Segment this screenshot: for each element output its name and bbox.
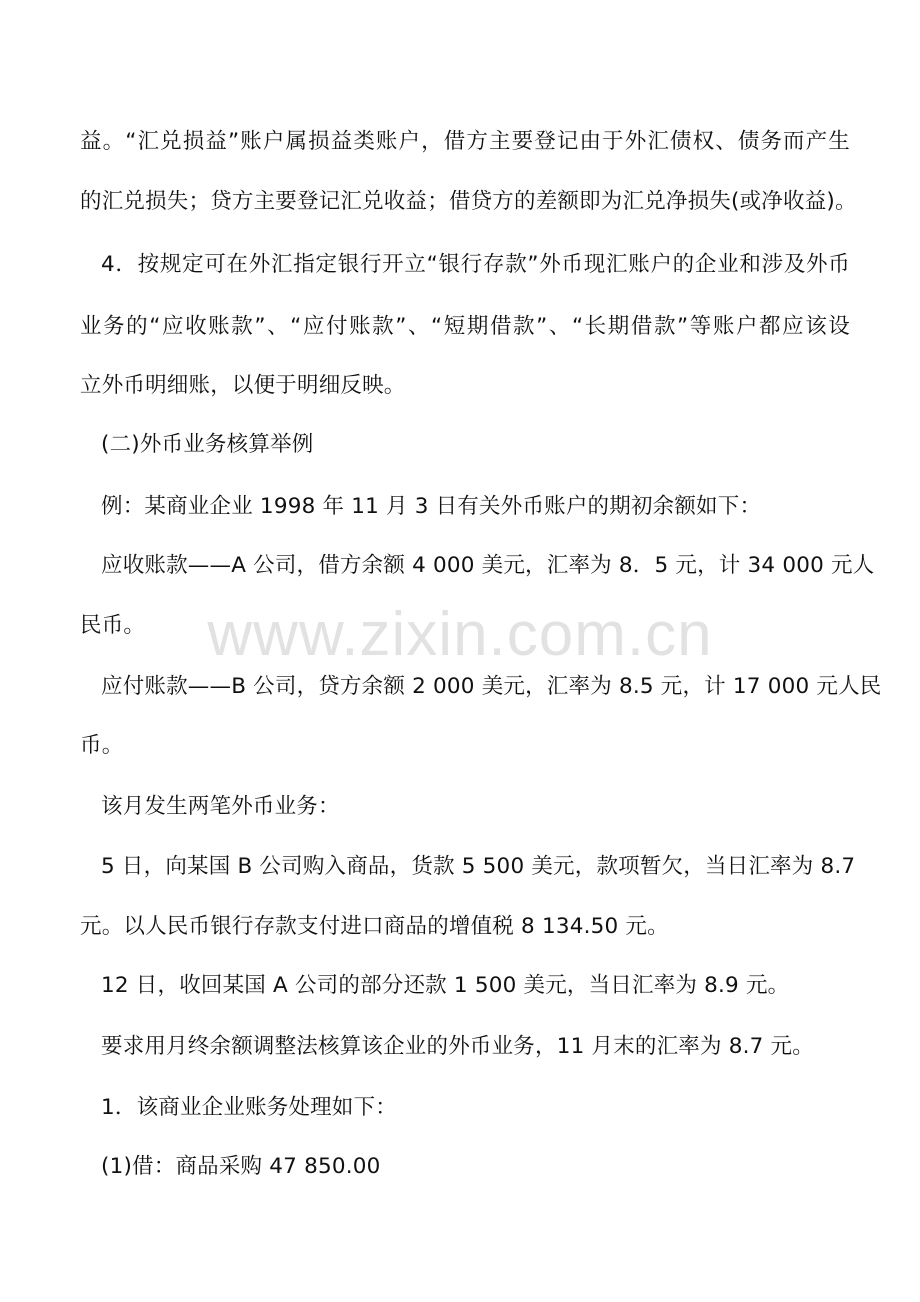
watermark: www.zixin.com.cn: [207, 600, 713, 669]
paragraph-line: 元。以人民币银行存款支付进口商品的增值税 8 134.50 元。: [80, 914, 669, 939]
paragraph-line: 1．该商业企业账务处理如下：: [101, 1095, 397, 1120]
journal-entry-line: (1)借：商品采购 47 850.00: [101, 1154, 381, 1179]
paragraph-line: 立外币明细账，以便于明细反映。: [80, 373, 406, 398]
paragraph-line: 12 日，收回某国 A 公司的部分还款 1 500 美元，当日汇率为 8.9 元。: [101, 973, 790, 998]
paragraph-line: 益。“汇兑损益”账户属损益类账户，借方主要登记由于外汇债权、债务而产生: [80, 129, 850, 154]
paragraph-line: 民币。: [80, 613, 146, 638]
paragraph-line: 的汇兑损失；贷方主要登记汇兑收益；借贷方的差额即为汇兑净损失(或净收益)。: [80, 189, 857, 214]
paragraph-line: 4．按规定可在外汇指定银行开立“银行存款”外币现汇账户的企业和涉及外币: [101, 252, 850, 277]
paragraph-line: 应收账款——A 公司，借方余额 4 000 美元，汇率为 8．5 元，计 34 000 元人: [101, 553, 875, 578]
paragraph-line: 业务的“应收账款”、“应付账款”、“短期借款”、“长期借款”等账户都应该设: [80, 314, 850, 339]
paragraph-line: 币。: [80, 733, 124, 758]
paragraph-line: 应付账款——B 公司，贷方余额 2 000 美元，汇率为 8.5 元，计 17 000 元人民: [101, 674, 882, 699]
paragraph-line: 例：某商业企业 1998 年 11 月 3 日有关外币账户的期初余额如下：: [101, 494, 762, 519]
paragraph-line: 5 日，向某国 B 公司购入商品，货款 5 500 美元，款项暂欠，当日汇率为 8.7: [101, 854, 856, 879]
paragraph-line: 要求用月终余额调整法核算该企业的外币业务，11 月末的汇率为 8.7 元。: [101, 1034, 814, 1059]
paragraph-line: 该月发生两笔外币业务：: [101, 794, 340, 819]
section-heading: (二)外币业务核算举例: [101, 432, 314, 457]
